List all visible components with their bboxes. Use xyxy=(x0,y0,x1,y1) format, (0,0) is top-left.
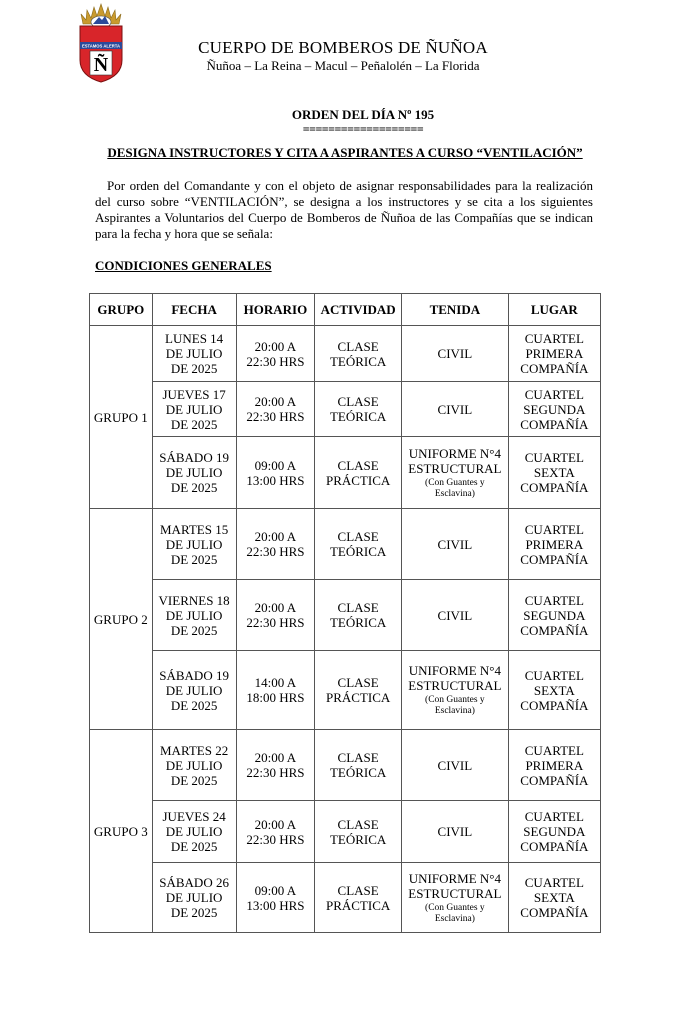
fecha-cell: LUNES 14 DE JULIO DE 2025 xyxy=(152,326,236,382)
header-fecha: FECHA xyxy=(152,294,236,326)
actividad-cell: CLASE TEÓRICA xyxy=(315,730,402,801)
order-body-paragraph: Por orden del Comandante y con el objeto de asignar responsabilidades para la realización del curso sobre “VENTILACIÓN”, se designa a los instructores y se cita a los siguientes Aspirantes a Voluntarios del Cuerpo de Bomberos de Ñuñoa de las Compañías que se indican para la fecha y hora que se señala: xyxy=(95,178,593,241)
header-grupo: GRUPO xyxy=(90,294,153,326)
tenida-note: (Con Guantes y Esclavina) xyxy=(425,695,485,716)
group-cell: GRUPO 2 xyxy=(90,509,153,730)
horario-cell: 20:00 A 22:30 HRS xyxy=(236,326,315,382)
header-tenida: TENIDA xyxy=(402,294,509,326)
schedule-table xyxy=(89,293,601,933)
table-row xyxy=(90,730,601,801)
actividad-cell: CLASE TEÓRICA xyxy=(315,801,402,863)
schedule-header-row xyxy=(90,294,601,326)
actividad-cell: CLASE PRÁCTICA xyxy=(315,863,402,933)
tenida-cell: CIVIL xyxy=(402,730,509,801)
lugar-cell: CUARTEL SEXTA COMPAÑÍA xyxy=(508,651,600,730)
fecha-cell: SÁBADO 26 DE JULIO DE 2025 xyxy=(152,863,236,933)
horario-cell: 20:00 A 22:30 HRS xyxy=(236,382,315,437)
fecha-cell: MARTES 22 DE JULIO DE 2025 xyxy=(152,730,236,801)
horario-cell: 14:00 A 18:00 HRS xyxy=(236,651,315,730)
fecha-cell: MARTES 15 DE JULIO DE 2025 xyxy=(152,509,236,580)
lugar-cell: CUARTEL PRIMERA COMPAÑÍA xyxy=(508,730,600,801)
table-row xyxy=(90,651,601,730)
fecha-cell: JUEVES 24 DE JULIO DE 2025 xyxy=(152,801,236,863)
order-title: ORDEN DEL DÍA Nº 195 xyxy=(291,107,435,122)
tenida-cell xyxy=(402,651,509,730)
lugar-cell: CUARTEL SEXTA COMPAÑÍA xyxy=(508,437,600,509)
horario-cell: 20:00 A 22:30 HRS xyxy=(236,801,315,863)
horario-cell: 20:00 A 22:30 HRS xyxy=(236,580,315,651)
group-cell: GRUPO 1 xyxy=(90,326,153,509)
organization-communes: Ñuñoa – La Reina – Macul – Peñalolén – La Florida xyxy=(206,58,480,73)
lugar-cell: CUARTEL PRIMERA COMPAÑÍA xyxy=(508,509,600,580)
tenida-note: (Con Guantes y Esclavina) xyxy=(425,902,485,924)
lugar-cell: CUARTEL SEXTA COMPAÑÍA xyxy=(508,863,600,933)
tenida-label: UNIFORME N°4 ESTRUCTURAL xyxy=(408,870,502,901)
group-cell: GRUPO 3 xyxy=(90,730,153,933)
actividad-cell: CLASE PRÁCTICA xyxy=(315,651,402,730)
tenida-cell: CIVIL xyxy=(402,326,509,382)
actividad-cell: CLASE TEÓRICA xyxy=(315,580,402,651)
horario-cell: 20:00 A 22:30 HRS xyxy=(236,730,315,801)
table-row xyxy=(90,437,601,509)
table-row xyxy=(90,509,601,580)
horario-cell: 20:00 A 22:30 HRS xyxy=(236,509,315,580)
horario-cell: 09:00 A 13:00 HRS xyxy=(236,863,315,933)
table-row xyxy=(90,580,601,651)
lugar-cell: CUARTEL SEGUNDA COMPAÑÍA xyxy=(508,382,600,437)
fecha-cell: SÁBADO 19 DE JULIO DE 2025 xyxy=(152,437,236,509)
header-actividad: ACTIVIDAD xyxy=(315,294,402,326)
crest-letter: Ñ xyxy=(93,54,109,76)
tenida-cell xyxy=(402,863,509,933)
tenida-cell: CIVIL xyxy=(402,801,509,863)
fire-brigade-crest-logo xyxy=(75,2,127,84)
tenida-cell: CIVIL xyxy=(402,509,509,580)
table-row xyxy=(90,326,601,382)
tenida-cell: CIVIL xyxy=(402,382,509,437)
fecha-cell: VIERNES 18 DE JULIO DE 2025 xyxy=(152,580,236,651)
fecha-cell: JUEVES 17 DE JULIO DE 2025 xyxy=(152,382,236,437)
actividad-cell: CLASE TEÓRICA xyxy=(315,382,402,437)
organization-name: CUERPO DE BOMBEROS DE ÑUÑOA xyxy=(198,38,488,57)
tenida-cell xyxy=(402,437,509,509)
table-row xyxy=(90,382,601,437)
order-subject: DESIGNA INSTRUCTORES Y CITA A ASPIRANTES A CURSO “VENTILACIÓN” xyxy=(107,145,583,160)
actividad-cell: CLASE TEÓRICA xyxy=(315,326,402,382)
table-row xyxy=(90,801,601,863)
order-title-rule: =================== xyxy=(302,122,424,136)
table-row xyxy=(90,863,601,933)
lugar-cell: CUARTEL SEGUNDA COMPAÑÍA xyxy=(508,801,600,863)
tenida-label: UNIFORME N°4 ESTRUCTURAL xyxy=(408,663,502,693)
header-lugar: LUGAR xyxy=(508,294,600,326)
crest-banner-text: ESTAMOS ALERTA xyxy=(81,43,121,49)
header-horario: HORARIO xyxy=(236,294,315,326)
tenida-label: UNIFORME N°4 ESTRUCTURAL xyxy=(408,445,502,476)
section-title: CONDICIONES GENERALES xyxy=(95,258,272,273)
tenida-note: (Con Guantes y Esclavina) xyxy=(425,477,485,499)
actividad-cell: CLASE PRÁCTICA xyxy=(315,437,402,509)
lugar-cell: CUARTEL PRIMERA COMPAÑÍA xyxy=(508,326,600,382)
fecha-cell: SÁBADO 19 DE JULIO DE 2025 xyxy=(152,651,236,730)
lugar-cell: CUARTEL SEGUNDA COMPAÑÍA xyxy=(508,580,600,651)
actividad-cell: CLASE TEÓRICA xyxy=(315,509,402,580)
horario-cell: 09:00 A 13:00 HRS xyxy=(236,437,315,509)
tenida-cell: CIVIL xyxy=(402,580,509,651)
